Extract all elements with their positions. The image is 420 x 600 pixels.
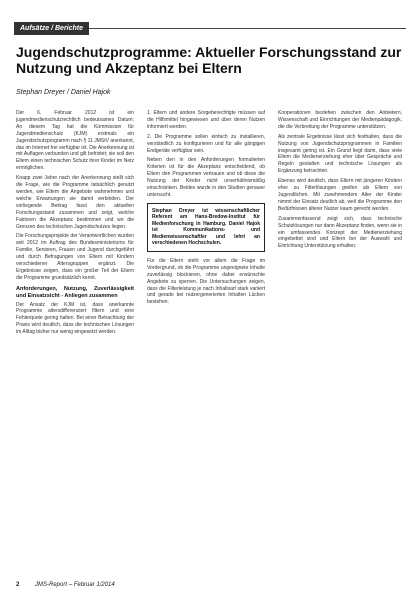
- page-number: 2: [16, 582, 20, 588]
- paragraph: Ebenso wird deutlich, dass Eltern mit jüngeren Kindern eher zu Filterlösungen greifen als Eltern von Jugendlichen. Mit zunehmendem Alter der Kinder nimmt der Einsatz deutlich ab, weil die Programme den Bedürfnissen älterer Nutzer kaum gerecht werden.: [278, 178, 402, 212]
- list-paragraph: 1. Eltern und andere Sorgeberechtigte müssen auf die Hilfsmittel hingewiesen und über deren Nutzen informiert werden.: [147, 110, 265, 130]
- section-rubric: Aufsätze / Berichte: [14, 22, 89, 35]
- journal-citation: JMS-Report – Februar 1/2014: [35, 582, 115, 588]
- paragraph: Kooperationen bestehen zwischen den Anbietern, Wissenschaft und Einrichtungen der Medienpädagogik, die die Verbreitung der Programme unterstützen.: [278, 110, 402, 130]
- paragraph: Neben den in den Anforderungen formulierten Kriterien ist für die Akzeptanz entscheidend, ob Eltern den Programmen vertrauen und ob diese die Nutzung der Kinder nicht unverhältnismäßig einschränken. Beides wurde in den Studien genauer untersucht.: [147, 157, 265, 198]
- article-title: Jugendschutzprogramme: Aktueller Forschungsstand zur Nutzung und Akzeptanz bei Eltern: [16, 44, 402, 76]
- paragraph: Die Forschungsprojekte der Verantwortlichen wurden seit 2012 im Auftrag des Bundesministeriums für Familie, Senioren, Frauen und Jugend durchgeführt und durch Befragungen von Eltern mit Kindern verschiedener Altersgruppen ergänzt. Die Ergebnisse zeigen, dass ein großer Teil der Eltern die Programme grundsätzlich kennt.: [16, 233, 134, 281]
- paragraph: Der Ansatz der KJM ist, dass anerkannte Programme altersdifferenziert filtern und eine Fehlerquote gering halten. Bei einer Betrachtung der Praxis wird deutlich, dass die technischen Lösungen im Alltag bisher nur wenig eingesetzt werden.: [16, 301, 134, 336]
- list-paragraph: 2. Die Programme sollen einfach zu installieren, verständlich zu konfigurieren und für alle gängigen Endgeräte verfügbar sein.: [147, 133, 265, 154]
- paragraph: Als zentrale Ergebnisse lässt sich festhalten, dass die Nutzung von Jugendschutzprogrammen in Familien insgesamt gering ist. Ein Grund liegt darin, dass viele Eltern die Medienerziehung eher über Gespräche und Regeln gestalten und technische Lösungen als Ergänzung betrachten.: [278, 133, 402, 175]
- paragraph: Zusammenfassend zeigt sich, dass technische Schutzlösungen nur dann Akzeptanz finden, wenn sie in ein umfassendes Konzept der Medienerziehung eingebettet sind und Eltern bei der Auswahl und Einrichtung Unterstützung erhalten.: [278, 215, 402, 250]
- paragraph: Für die Eltern steht vor allem die Frage im Vordergrund, ob die Programme ungeeignete Inhalte zuverlässig blockieren, ohne dabei erwünschte Angebote zu sperren. Die Untersuchungen zeigen, dass die Filterleistung je nach Inhaltsart stark variiert und gerade bei nutzergenerierten Inhalten Lücken bestehen.: [147, 257, 265, 306]
- article-authors: Stephan Dreyer / Daniel Hajok: [16, 89, 111, 96]
- text-column-3: [278, 110, 402, 253]
- section-header: [14, 22, 406, 36]
- text-column-2: [147, 110, 265, 309]
- page-footer: [16, 582, 406, 588]
- paragraph: Der 6. Februar 2012 ist ein jugendmedienschutzrechtlich bedeutsames Datum: An diesem Tag hat die Kommission für Jugendmedienschutz (KJM) erstmals ein Jugendschutzprogramm nach § 11 JMStV anerkannt, das im Internet frei verfügbar ist. Die Anerkennung ist mit Auflagen verbunden und gilt befristet; sie soll den Eltern einen technischen Schutz ihrer Kinder im Netz ermöglichen.: [16, 110, 134, 172]
- paragraph: Knapp zwei Jahre nach der Anerkennung stellt sich die Frage, wie die Programme tatsächlich genutzt werden, wie Eltern die Angebote wahrnehmen und welche Erwartungen sie damit verbinden. Der vorliegende Beitrag fasst den aktuellen Forschungsstand zusammen und zeigt, welche Faktoren die Akzeptanz bestimmen und wo die Grenzen des technischen Jugendschutzes liegen.: [16, 175, 134, 230]
- column-subheading: Anforderungen, Nutzung, Zuverlässigkeit und Einsatzsicht - Anliegen zusammen: [16, 285, 134, 299]
- text-column-1: [16, 110, 134, 339]
- author-info-box: Stephan Dreyer ist wissenschaftlicher Referent am Hans-Bredow-Institut für Medienforschung in Hamburg. Daniel Hajok ist Kommunikations- und Medienwissenschaftler und lehrt an verschiedenen Hochschulen.: [147, 203, 265, 252]
